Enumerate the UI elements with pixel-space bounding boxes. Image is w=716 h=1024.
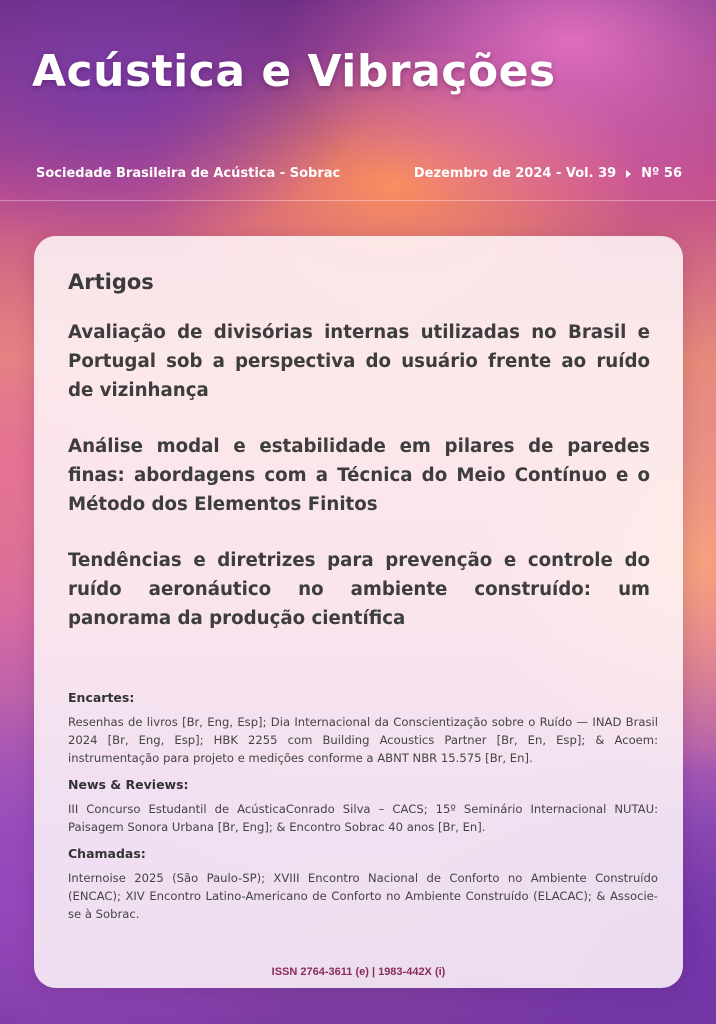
chamadas-text: Internoise 2025 (São Paulo-SP); XVIII Encontro Nacional de Conforto no Ambiente Construído (ENCAC); XIV Encontro Latino-Americano de Conforto no Ambiente Construído (ELACAC); & Associe-se à Sobrac. (68, 871, 658, 921)
article-list (68, 318, 650, 660)
article-title: Tendências e diretrizes para prevenção e controle do ruído aeronáutico no ambiente construído: um panorama da produção científica (68, 550, 650, 629)
news-reviews-text: III Concurso Estudantil de AcústicaConrado Silva – CACS; 15º Seminário Internacional NUTAU: Paisagem Sonora Urbana [Br, Eng]; & Encontro Sobrac 40 anos [Br, En]. (68, 802, 658, 834)
supplements-section (68, 690, 658, 933)
articles-heading: Artigos (68, 270, 154, 294)
article-title: Análise modal e estabilidade em pilares de paredes finas: abordagens com a Técnica do Meio Contínuo e o Método dos Elementos Finitos (68, 436, 650, 515)
chamadas-label: Chamadas: (68, 846, 146, 861)
article-title: Avaliação de divisórias internas utilizadas no Brasil e Portugal sob a perspectiva do usuário frente ao ruído de vizinhança (68, 322, 650, 401)
issue-info (414, 166, 682, 181)
issn-footer: ISSN 2764-3611 (e) | 1983-442X (i) (271, 966, 446, 978)
arrow-right-icon (626, 170, 631, 178)
encartes-text: Resenhas de livros [Br, Eng, Esp]; Dia Internacional da Conscientização sobre o Ruído — INAD Brasil 2024 [Br, Eng, Esp]; HBK 2255 com Building Acoustics Partner [Br, En, Esp]; & Acoem: instrumentação para projeto e medições conforme a ABNT NBR 15.575 [Br, En]. (68, 715, 658, 765)
news-reviews-label: News & Reviews: (68, 777, 189, 792)
contents-panel (34, 236, 683, 988)
cover-header (0, 0, 716, 200)
encartes-label: Encartes: (68, 690, 135, 705)
issue-number: Nº 56 (641, 166, 682, 181)
society-name: Sociedade Brasileira de Acústica - Sobrac (36, 166, 341, 181)
date-volume: Dezembro de 2024 - Vol. 39 (413, 166, 617, 181)
journal-title: Acústica e Vibrações (32, 46, 556, 97)
header-divider (0, 200, 716, 201)
